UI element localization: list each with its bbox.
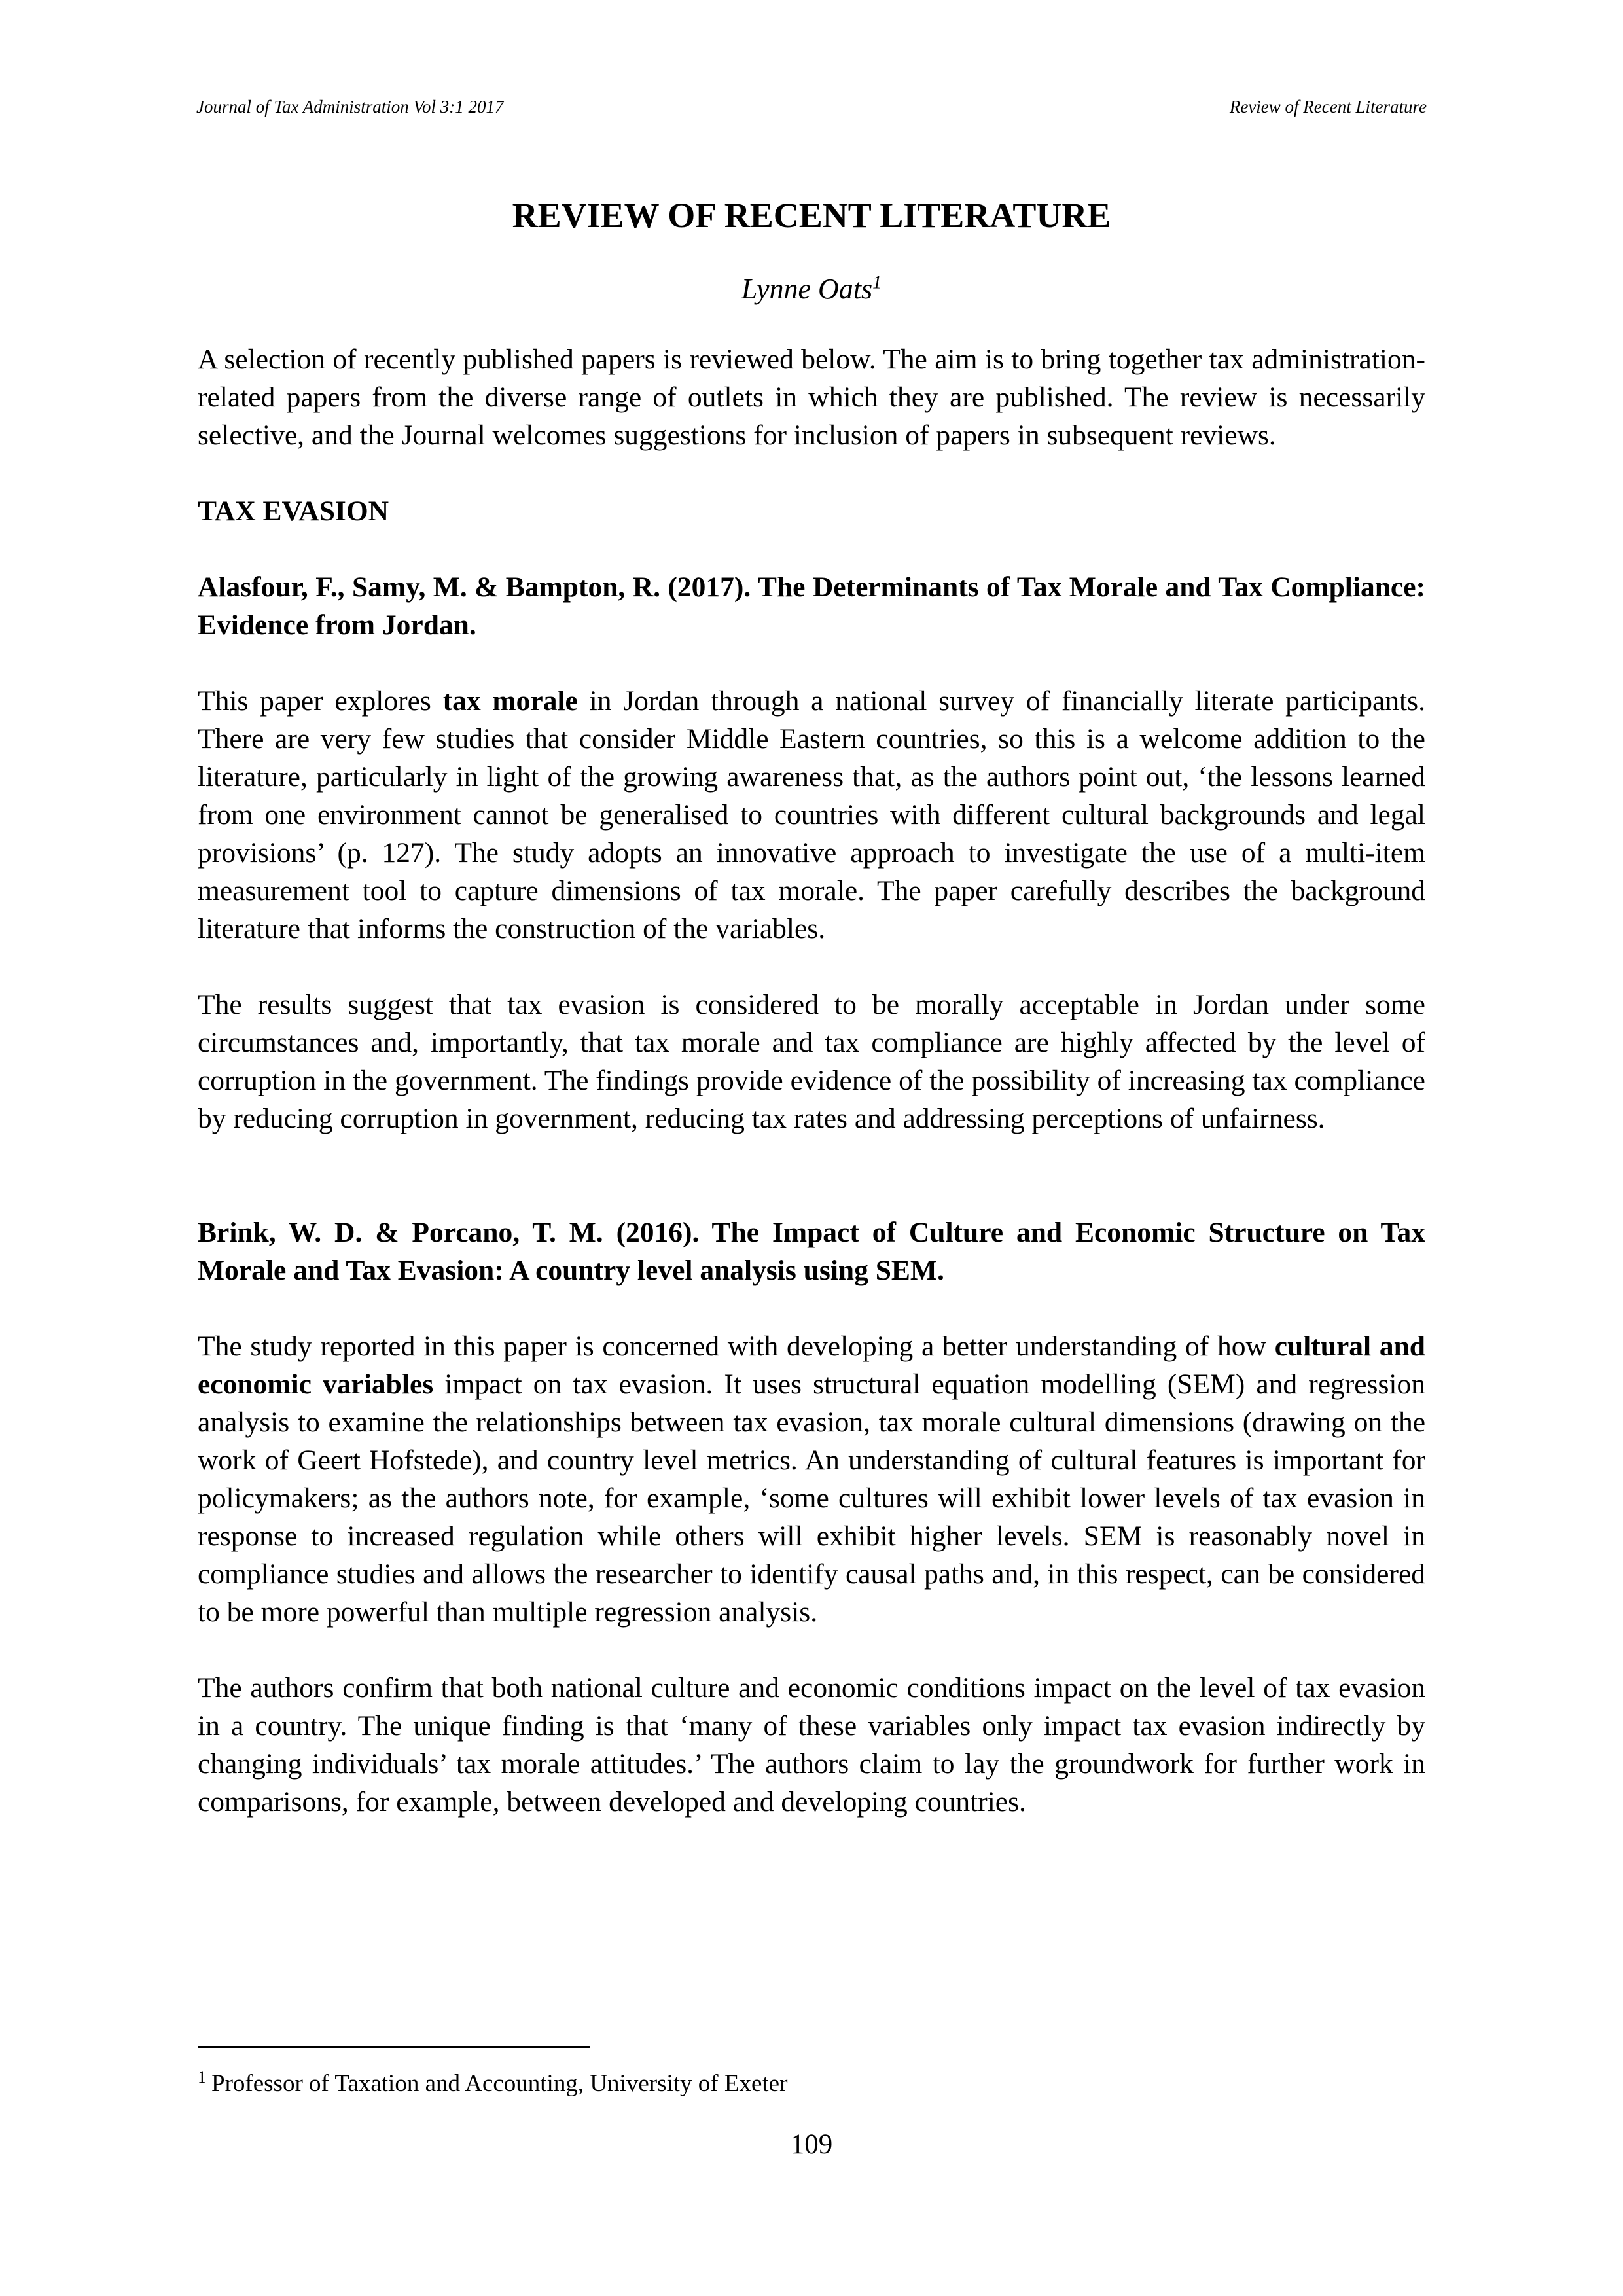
review-1-keyword: tax morale [442,685,578,717]
section-heading: TAX EVASION [198,495,389,527]
footnote-mark: 1 [198,2067,206,2087]
journal-name: Journal of Tax Administration Vol 3:1 2017 [196,97,504,117]
author-footnote-mark: 1 [872,272,882,293]
running-header [196,97,1427,123]
review-2-paragraph-2: The authors confirm that both national culture and economic conditions impact on the level of tax evasion in a country. The unique finding is that ‘many of these variables only impact tax evasion indirectly by changing individuals’ tax morale attitudes.’ The authors claim to lay the groundwork for further work in comparisons, for example, between developed and developing countries. [198,1672,1425,1818]
running-section-title: Review of Recent Literature [1229,97,1427,117]
review-2-reference: Brink, W. D. & Porcano, T. M. (2016). The Impact of Culture and Economic Structure on Tax Morale and Tax Evasion: A country level analysis using SEM. [198,1217,1425,1286]
page-number: 109 [790,2129,833,2160]
review-1-paragraph-2: The results suggest that tax evasion is considered to be morally acceptable in Jordan under some circumstances and, importantly, that tax morale and tax compliance are highly affected by the level of corruption in the government. The findings provide evidence of the possibility of increasing tax compliance by reducing corruption in government, reducing tax rates and addressing perceptions of unfairness. [198,989,1425,1134]
author-line [198,271,1425,308]
footnote-text: Professor of Taxation and Accounting, University of Exeter [211,2070,788,2097]
page-title: REVIEW OF RECENT LITERATURE [512,196,1111,235]
review-1-p1-text-a: This paper explores [198,685,443,717]
main-content [198,194,1425,1821]
review-1-paragraph-1 [198,682,1425,948]
footnote [198,2068,787,2100]
review-2-keyword: cultural and economic variables [198,1331,1425,1400]
review-1-reference: Alasfour, F., Samy, M. & Bampton, R. (2017). The Determinants of Tax Morale and Tax Compliance: Evidence from Jordan. [198,571,1425,641]
review-2-p1-text-b: impact on tax evasion. It uses structural equation modelling (SEM) and regression analysis to examine the relationships between tax evasion, tax morale cultural dimensions (drawing on the work of Geert Hofstede), and country level metrics. An understanding of cultural features is important for policymakers; as the authors note, for example, ‘some cultures will exhibit lower levels of tax evasion in response to increased regulation while others will exhibit higher levels. SEM is reasonably novel in compliance studies and allows the researcher to identify causal paths and, in this respect, can be considered to be more powerful than multiple regression analysis. [198,1369,1425,1628]
footnote-divider [198,2046,590,2048]
review-2-paragraph-1 [198,1327,1425,1631]
review-1-p1-text-b: in Jordan through a national survey of financially literate participants. There are very few studies that consider Middle Eastern countries, so this is a welcome addition to the literature, particularly in light of the growing awareness that, as the authors point out, ‘the lessons learned from one environment cannot be generalised to countries with different cultural backgrounds and legal provisions’ (p. 127). The study adopts an innovative approach to investigate the use of a multi-item measurement tool to capture dimensions of tax morale. The paper carefully describes the background literature that informs the construction of the variables. [198,685,1425,944]
author-name: Lynne Oats [741,273,873,305]
review-2-p1-text-a: The study reported in this paper is concerned with developing a better understanding of how [198,1331,1275,1362]
intro-paragraph: A selection of recently published papers is reviewed below. The aim is to bring together tax administration-related papers from the diverse range of outlets in which they are published. The review is necessarily selective, and the Journal welcomes suggestions for inclusion of papers in subsequent reviews. [198,344,1425,451]
